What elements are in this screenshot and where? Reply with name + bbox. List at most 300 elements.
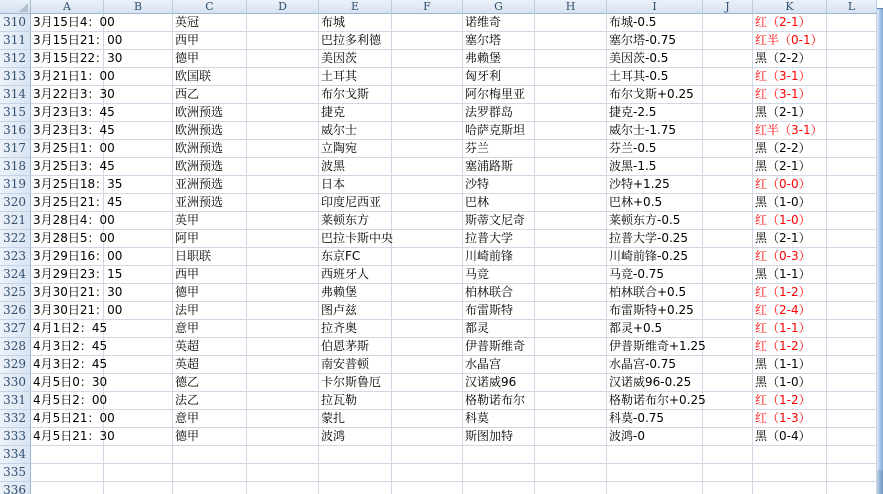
cell-J322[interactable] <box>703 230 753 248</box>
row-header-312[interactable]: 312 <box>0 50 31 68</box>
cell-G333[interactable]: 斯图加特 <box>463 428 535 446</box>
cell-I325[interactable]: 柏林联合+0.5 <box>607 284 703 302</box>
cell-J317[interactable] <box>703 140 753 158</box>
cell-L314[interactable] <box>827 86 877 104</box>
row-header-317[interactable]: 317 <box>0 140 31 158</box>
cell-L313[interactable] <box>827 68 877 86</box>
cell-H331[interactable] <box>535 392 607 410</box>
cell-J318[interactable] <box>703 158 753 176</box>
cell-F335[interactable] <box>392 464 463 482</box>
cell-E324[interactable]: 西班牙人 <box>319 266 392 284</box>
row-header-327[interactable]: 327 <box>0 320 31 338</box>
column-header-e[interactable]: E <box>319 0 392 14</box>
column-header-f[interactable]: F <box>392 0 463 14</box>
cell-E320[interactable]: 印度尼西亚 <box>319 194 392 212</box>
cell-A335[interactable] <box>31 464 104 482</box>
cell-A324[interactable]: 3月29日23：15 <box>31 266 104 284</box>
cell-L325[interactable] <box>827 284 877 302</box>
cell-H330[interactable] <box>535 374 607 392</box>
cell-K333[interactable]: 黑（0-4） <box>753 428 827 446</box>
cell-H320[interactable] <box>535 194 607 212</box>
column-header-c[interactable]: C <box>173 0 247 14</box>
cell-I313[interactable]: 土耳其-0.5 <box>607 68 703 86</box>
cell-G329[interactable]: 水晶宫 <box>463 356 535 374</box>
cell-F334[interactable] <box>392 446 463 464</box>
cell-G316[interactable]: 哈萨克斯坦 <box>463 122 535 140</box>
cell-I326[interactable]: 布雷斯特+0.25 <box>607 302 703 320</box>
cell-E316[interactable]: 威尔士 <box>319 122 392 140</box>
column-header-l[interactable]: L <box>827 0 877 14</box>
cell-D311[interactable] <box>247 32 319 50</box>
cell-I315[interactable]: 捷克-2.5 <box>607 104 703 122</box>
cell-J325[interactable] <box>703 284 753 302</box>
cell-A336[interactable] <box>31 482 104 494</box>
cell-E323[interactable]: 东京FC <box>319 248 392 266</box>
cell-E310[interactable]: 布城 <box>319 14 392 32</box>
cell-B316[interactable] <box>104 122 173 140</box>
cell-K323[interactable]: 红（0-3） <box>753 248 827 266</box>
cell-D327[interactable] <box>247 320 319 338</box>
cell-A311[interactable]: 3月15日21：00 <box>31 32 104 50</box>
cell-K330[interactable]: 黑（1-0） <box>753 374 827 392</box>
cell-E335[interactable] <box>319 464 392 482</box>
cell-G327[interactable]: 都灵 <box>463 320 535 338</box>
cell-K328[interactable]: 红（1-2） <box>753 338 827 356</box>
cell-G311[interactable]: 塞尔塔 <box>463 32 535 50</box>
cell-C314[interactable]: 西乙 <box>173 86 247 104</box>
cell-C334[interactable] <box>173 446 247 464</box>
cell-G312[interactable]: 弗赖堡 <box>463 50 535 68</box>
cell-H311[interactable] <box>535 32 607 50</box>
row-header-333[interactable]: 333 <box>0 428 31 446</box>
cell-K310[interactable]: 红（2-1） <box>753 14 827 32</box>
cell-C323[interactable]: 日职联 <box>173 248 247 266</box>
cell-K314[interactable]: 红（3-1） <box>753 86 827 104</box>
cell-C320[interactable]: 亚洲预选 <box>173 194 247 212</box>
cell-B317[interactable] <box>104 140 173 158</box>
cell-E311[interactable]: 巴拉多利德 <box>319 32 392 50</box>
cell-F325[interactable] <box>392 284 463 302</box>
cell-H335[interactable] <box>535 464 607 482</box>
cell-E334[interactable] <box>319 446 392 464</box>
cell-A326[interactable]: 3月30日21：00 <box>31 302 104 320</box>
cell-J313[interactable] <box>703 68 753 86</box>
cell-B330[interactable] <box>104 374 173 392</box>
cell-C321[interactable]: 英甲 <box>173 212 247 230</box>
cell-B319[interactable] <box>104 176 173 194</box>
cell-A322[interactable]: 3月28日5：00 <box>31 230 104 248</box>
cell-K319[interactable]: 红（0-0） <box>753 176 827 194</box>
cell-J324[interactable] <box>703 266 753 284</box>
cell-J335[interactable] <box>703 464 753 482</box>
cell-G324[interactable]: 马竞 <box>463 266 535 284</box>
row-header-322[interactable]: 322 <box>0 230 31 248</box>
cell-L327[interactable] <box>827 320 877 338</box>
cell-I312[interactable]: 美因茨-0.5 <box>607 50 703 68</box>
cell-B335[interactable] <box>104 464 173 482</box>
cell-L333[interactable] <box>827 428 877 446</box>
cell-C318[interactable]: 欧洲预选 <box>173 158 247 176</box>
cell-A323[interactable]: 3月29日16：00 <box>31 248 104 266</box>
row-header-315[interactable]: 315 <box>0 104 31 122</box>
cell-E321[interactable]: 莱顿东方 <box>319 212 392 230</box>
cell-J315[interactable] <box>703 104 753 122</box>
cell-I314[interactable]: 布尔戈斯+0.25 <box>607 86 703 104</box>
cell-D318[interactable] <box>247 158 319 176</box>
cell-G323[interactable]: 川崎前锋 <box>463 248 535 266</box>
cell-L330[interactable] <box>827 374 877 392</box>
row-header-316[interactable]: 316 <box>0 122 31 140</box>
cell-A327[interactable]: 4月1日2：45 <box>31 320 104 338</box>
cell-H326[interactable] <box>535 302 607 320</box>
cell-I320[interactable]: 巴林+0.5 <box>607 194 703 212</box>
cell-J326[interactable] <box>703 302 753 320</box>
cell-D321[interactable] <box>247 212 319 230</box>
cell-L332[interactable] <box>827 410 877 428</box>
row-header-325[interactable]: 325 <box>0 284 31 302</box>
cell-E328[interactable]: 伯恩茅斯 <box>319 338 392 356</box>
cell-C332[interactable]: 意甲 <box>173 410 247 428</box>
cell-B315[interactable] <box>104 104 173 122</box>
row-header-324[interactable]: 324 <box>0 266 31 284</box>
cell-D323[interactable] <box>247 248 319 266</box>
cell-A315[interactable]: 3月23日3：45 <box>31 104 104 122</box>
column-header-j[interactable]: J <box>703 0 753 14</box>
cell-E333[interactable]: 波鸿 <box>319 428 392 446</box>
cell-K335[interactable] <box>753 464 827 482</box>
cell-D322[interactable] <box>247 230 319 248</box>
cell-A314[interactable]: 3月22日3：30 <box>31 86 104 104</box>
row-header-331[interactable]: 331 <box>0 392 31 410</box>
select-all-corner[interactable] <box>0 0 31 14</box>
cell-G328[interactable]: 伊普斯维奇 <box>463 338 535 356</box>
cell-A334[interactable] <box>31 446 104 464</box>
cell-F322[interactable] <box>392 230 463 248</box>
row-header-320[interactable]: 320 <box>0 194 31 212</box>
cell-G331[interactable]: 格勒诺布尔 <box>463 392 535 410</box>
cell-H325[interactable] <box>535 284 607 302</box>
cell-L311[interactable] <box>827 32 877 50</box>
cell-I328[interactable]: 伊普斯维奇+1.25 <box>607 338 703 356</box>
cell-L312[interactable] <box>827 50 877 68</box>
cell-H314[interactable] <box>535 86 607 104</box>
cell-A332[interactable]: 4月5日21：00 <box>31 410 104 428</box>
cell-C336[interactable] <box>173 482 247 494</box>
cell-C325[interactable]: 德甲 <box>173 284 247 302</box>
cell-L310[interactable] <box>827 14 877 32</box>
cell-L318[interactable] <box>827 158 877 176</box>
cell-F321[interactable] <box>392 212 463 230</box>
cell-K334[interactable] <box>753 446 827 464</box>
cell-I319[interactable]: 沙特+1.25 <box>607 176 703 194</box>
cell-D334[interactable] <box>247 446 319 464</box>
cell-C324[interactable]: 西甲 <box>173 266 247 284</box>
cell-E318[interactable]: 波黑 <box>319 158 392 176</box>
cell-E317[interactable]: 立陶宛 <box>319 140 392 158</box>
cell-J311[interactable] <box>703 32 753 50</box>
cell-A313[interactable]: 3月21日1：00 <box>31 68 104 86</box>
cell-C312[interactable]: 德甲 <box>173 50 247 68</box>
cell-B312[interactable] <box>104 50 173 68</box>
cell-G322[interactable]: 拉普大学 <box>463 230 535 248</box>
cell-G336[interactable] <box>463 482 535 494</box>
cell-J328[interactable] <box>703 338 753 356</box>
cell-I330[interactable]: 汉诺威96-0.25 <box>607 374 703 392</box>
cell-B334[interactable] <box>104 446 173 464</box>
cell-H312[interactable] <box>535 50 607 68</box>
cell-G313[interactable]: 匈牙利 <box>463 68 535 86</box>
cell-B310[interactable] <box>104 14 173 32</box>
cell-I332[interactable]: 科莫-0.75 <box>607 410 703 428</box>
cell-K332[interactable]: 红（1-3） <box>753 410 827 428</box>
row-header-334[interactable]: 334 <box>0 446 31 464</box>
cell-E314[interactable]: 布尔戈斯 <box>319 86 392 104</box>
cell-F331[interactable] <box>392 392 463 410</box>
cell-H324[interactable] <box>535 266 607 284</box>
cell-F324[interactable] <box>392 266 463 284</box>
cell-D312[interactable] <box>247 50 319 68</box>
vertical-scrollbar[interactable] <box>877 0 883 494</box>
cell-A310[interactable]: 3月15日4：00 <box>31 14 104 32</box>
cell-C316[interactable]: 欧洲预选 <box>173 122 247 140</box>
cell-B314[interactable] <box>104 86 173 104</box>
cell-B322[interactable] <box>104 230 173 248</box>
row-header-332[interactable]: 332 <box>0 410 31 428</box>
cell-J320[interactable] <box>703 194 753 212</box>
cell-B327[interactable] <box>104 320 173 338</box>
cell-C311[interactable]: 西甲 <box>173 32 247 50</box>
cell-G318[interactable]: 塞浦路斯 <box>463 158 535 176</box>
cell-B323[interactable] <box>104 248 173 266</box>
cell-E331[interactable]: 拉瓦勒 <box>319 392 392 410</box>
cell-K316[interactable]: 红半（3-1） <box>753 122 827 140</box>
cell-B331[interactable] <box>104 392 173 410</box>
cell-F310[interactable] <box>392 14 463 32</box>
cell-F336[interactable] <box>392 482 463 494</box>
row-header-321[interactable]: 321 <box>0 212 31 230</box>
cell-C319[interactable]: 亚洲预选 <box>173 176 247 194</box>
cell-H333[interactable] <box>535 428 607 446</box>
cell-K312[interactable]: 黑（2-2） <box>753 50 827 68</box>
cell-D315[interactable] <box>247 104 319 122</box>
scrollbar-track-bottom[interactable] <box>877 470 883 494</box>
cell-G325[interactable]: 柏林联合 <box>463 284 535 302</box>
cell-B313[interactable] <box>104 68 173 86</box>
row-header-319[interactable]: 319 <box>0 176 31 194</box>
cell-D328[interactable] <box>247 338 319 356</box>
cell-B333[interactable] <box>104 428 173 446</box>
scrollbar-thumb[interactable] <box>877 8 883 470</box>
cell-I331[interactable]: 格勒诺布尔+0.25 <box>607 392 703 410</box>
column-header-b[interactable]: B <box>104 0 173 14</box>
cell-B321[interactable] <box>104 212 173 230</box>
cell-J327[interactable] <box>703 320 753 338</box>
cell-G332[interactable]: 科莫 <box>463 410 535 428</box>
cell-E336[interactable] <box>319 482 392 494</box>
cell-B336[interactable] <box>104 482 173 494</box>
cell-L322[interactable] <box>827 230 877 248</box>
cell-L321[interactable] <box>827 212 877 230</box>
row-header-314[interactable]: 314 <box>0 86 31 104</box>
cell-D329[interactable] <box>247 356 319 374</box>
cell-D333[interactable] <box>247 428 319 446</box>
cell-B328[interactable] <box>104 338 173 356</box>
cell-L316[interactable] <box>827 122 877 140</box>
cell-H334[interactable] <box>535 446 607 464</box>
cell-C333[interactable]: 德甲 <box>173 428 247 446</box>
cell-F333[interactable] <box>392 428 463 446</box>
cell-A328[interactable]: 4月3日2：45 <box>31 338 104 356</box>
cell-I336[interactable] <box>607 482 703 494</box>
cell-I334[interactable] <box>607 446 703 464</box>
row-header-328[interactable]: 328 <box>0 338 31 356</box>
cell-F313[interactable] <box>392 68 463 86</box>
cell-C327[interactable]: 意甲 <box>173 320 247 338</box>
cell-G330[interactable]: 汉诺威96 <box>463 374 535 392</box>
cell-L335[interactable] <box>827 464 877 482</box>
cell-K317[interactable]: 黑（2-2） <box>753 140 827 158</box>
cell-A321[interactable]: 3月28日4：00 <box>31 212 104 230</box>
cell-A331[interactable]: 4月5日2：00 <box>31 392 104 410</box>
cell-C330[interactable]: 德乙 <box>173 374 247 392</box>
cell-B311[interactable] <box>104 32 173 50</box>
cell-E327[interactable]: 拉齐奥 <box>319 320 392 338</box>
cell-F314[interactable] <box>392 86 463 104</box>
cell-L329[interactable] <box>827 356 877 374</box>
cell-A330[interactable]: 4月5日0：30 <box>31 374 104 392</box>
row-header-323[interactable]: 323 <box>0 248 31 266</box>
cell-A319[interactable]: 3月25日18：35 <box>31 176 104 194</box>
cell-F330[interactable] <box>392 374 463 392</box>
cell-F311[interactable] <box>392 32 463 50</box>
cell-K315[interactable]: 黑（2-1） <box>753 104 827 122</box>
cell-D335[interactable] <box>247 464 319 482</box>
cell-E325[interactable]: 弗赖堡 <box>319 284 392 302</box>
cell-G326[interactable]: 布雷斯特 <box>463 302 535 320</box>
cell-B320[interactable] <box>104 194 173 212</box>
cell-K331[interactable]: 红（1-2） <box>753 392 827 410</box>
cell-J333[interactable] <box>703 428 753 446</box>
cell-D324[interactable] <box>247 266 319 284</box>
cell-E332[interactable]: 蒙扎 <box>319 410 392 428</box>
row-header-336[interactable]: 336 <box>0 482 31 494</box>
cell-K320[interactable]: 黑（1-0） <box>753 194 827 212</box>
column-header-a[interactable]: A <box>31 0 104 14</box>
cell-H319[interactable] <box>535 176 607 194</box>
cell-H323[interactable] <box>535 248 607 266</box>
row-header-326[interactable]: 326 <box>0 302 31 320</box>
cell-H322[interactable] <box>535 230 607 248</box>
cell-H318[interactable] <box>535 158 607 176</box>
cell-H332[interactable] <box>535 410 607 428</box>
cell-I327[interactable]: 都灵+0.5 <box>607 320 703 338</box>
cell-I318[interactable]: 波黑-1.5 <box>607 158 703 176</box>
cell-C329[interactable]: 英超 <box>173 356 247 374</box>
cell-F320[interactable] <box>392 194 463 212</box>
cell-B329[interactable] <box>104 356 173 374</box>
row-header-329[interactable]: 329 <box>0 356 31 374</box>
cell-K322[interactable]: 黑（2-1） <box>753 230 827 248</box>
cell-A318[interactable]: 3月25日3：45 <box>31 158 104 176</box>
cell-I317[interactable]: 芬兰-0.5 <box>607 140 703 158</box>
row-header-311[interactable]: 311 <box>0 32 31 50</box>
cell-H328[interactable] <box>535 338 607 356</box>
cell-A329[interactable]: 4月3日2：45 <box>31 356 104 374</box>
cell-C317[interactable]: 欧洲预选 <box>173 140 247 158</box>
cell-C315[interactable]: 欧洲预选 <box>173 104 247 122</box>
cell-D313[interactable] <box>247 68 319 86</box>
row-header-330[interactable]: 330 <box>0 374 31 392</box>
cell-G335[interactable] <box>463 464 535 482</box>
cell-G314[interactable]: 阿尔梅里亚 <box>463 86 535 104</box>
cell-A320[interactable]: 3月25日21：45 <box>31 194 104 212</box>
cell-C310[interactable]: 英冠 <box>173 14 247 32</box>
cell-J312[interactable] <box>703 50 753 68</box>
cell-F317[interactable] <box>392 140 463 158</box>
cell-H321[interactable] <box>535 212 607 230</box>
cell-K313[interactable]: 红（3-1） <box>753 68 827 86</box>
cell-I333[interactable]: 波鸿-0 <box>607 428 703 446</box>
row-header-318[interactable]: 318 <box>0 158 31 176</box>
cell-J330[interactable] <box>703 374 753 392</box>
cell-H327[interactable] <box>535 320 607 338</box>
cell-H317[interactable] <box>535 140 607 158</box>
cell-L331[interactable] <box>827 392 877 410</box>
row-header-335[interactable]: 335 <box>0 464 31 482</box>
cell-D331[interactable] <box>247 392 319 410</box>
cell-G320[interactable]: 巴林 <box>463 194 535 212</box>
cell-K324[interactable]: 黑（1-1） <box>753 266 827 284</box>
cell-J310[interactable] <box>703 14 753 32</box>
cell-K326[interactable]: 红（2-4） <box>753 302 827 320</box>
cell-J319[interactable] <box>703 176 753 194</box>
cell-G315[interactable]: 法罗群岛 <box>463 104 535 122</box>
cell-D332[interactable] <box>247 410 319 428</box>
cell-F328[interactable] <box>392 338 463 356</box>
cell-L336[interactable] <box>827 482 877 494</box>
cell-F329[interactable] <box>392 356 463 374</box>
cell-E330[interactable]: 卡尔斯鲁厄 <box>319 374 392 392</box>
cell-L334[interactable] <box>827 446 877 464</box>
cell-I324[interactable]: 马竞-0.75 <box>607 266 703 284</box>
cell-L317[interactable] <box>827 140 877 158</box>
cell-K311[interactable]: 红半（0-1） <box>753 32 827 50</box>
cell-K327[interactable]: 红（1-1） <box>753 320 827 338</box>
cell-J323[interactable] <box>703 248 753 266</box>
cell-B324[interactable] <box>104 266 173 284</box>
cell-F323[interactable] <box>392 248 463 266</box>
cell-K329[interactable]: 黑（1-1） <box>753 356 827 374</box>
cell-A316[interactable]: 3月23日3：45 <box>31 122 104 140</box>
cell-L320[interactable] <box>827 194 877 212</box>
cell-D310[interactable] <box>247 14 319 32</box>
cell-L319[interactable] <box>827 176 877 194</box>
cell-C322[interactable]: 阿甲 <box>173 230 247 248</box>
cell-L323[interactable] <box>827 248 877 266</box>
cell-F319[interactable] <box>392 176 463 194</box>
cell-I329[interactable]: 水晶宫-0.75 <box>607 356 703 374</box>
cell-C326[interactable]: 法甲 <box>173 302 247 320</box>
cell-D330[interactable] <box>247 374 319 392</box>
cell-K321[interactable]: 红（1-0） <box>753 212 827 230</box>
cell-E315[interactable]: 捷克 <box>319 104 392 122</box>
cell-K318[interactable]: 黑（2-1） <box>753 158 827 176</box>
column-header-g[interactable]: G <box>463 0 535 14</box>
cell-I316[interactable]: 威尔士-1.75 <box>607 122 703 140</box>
cell-B326[interactable] <box>104 302 173 320</box>
cell-J329[interactable] <box>703 356 753 374</box>
cell-J314[interactable] <box>703 86 753 104</box>
